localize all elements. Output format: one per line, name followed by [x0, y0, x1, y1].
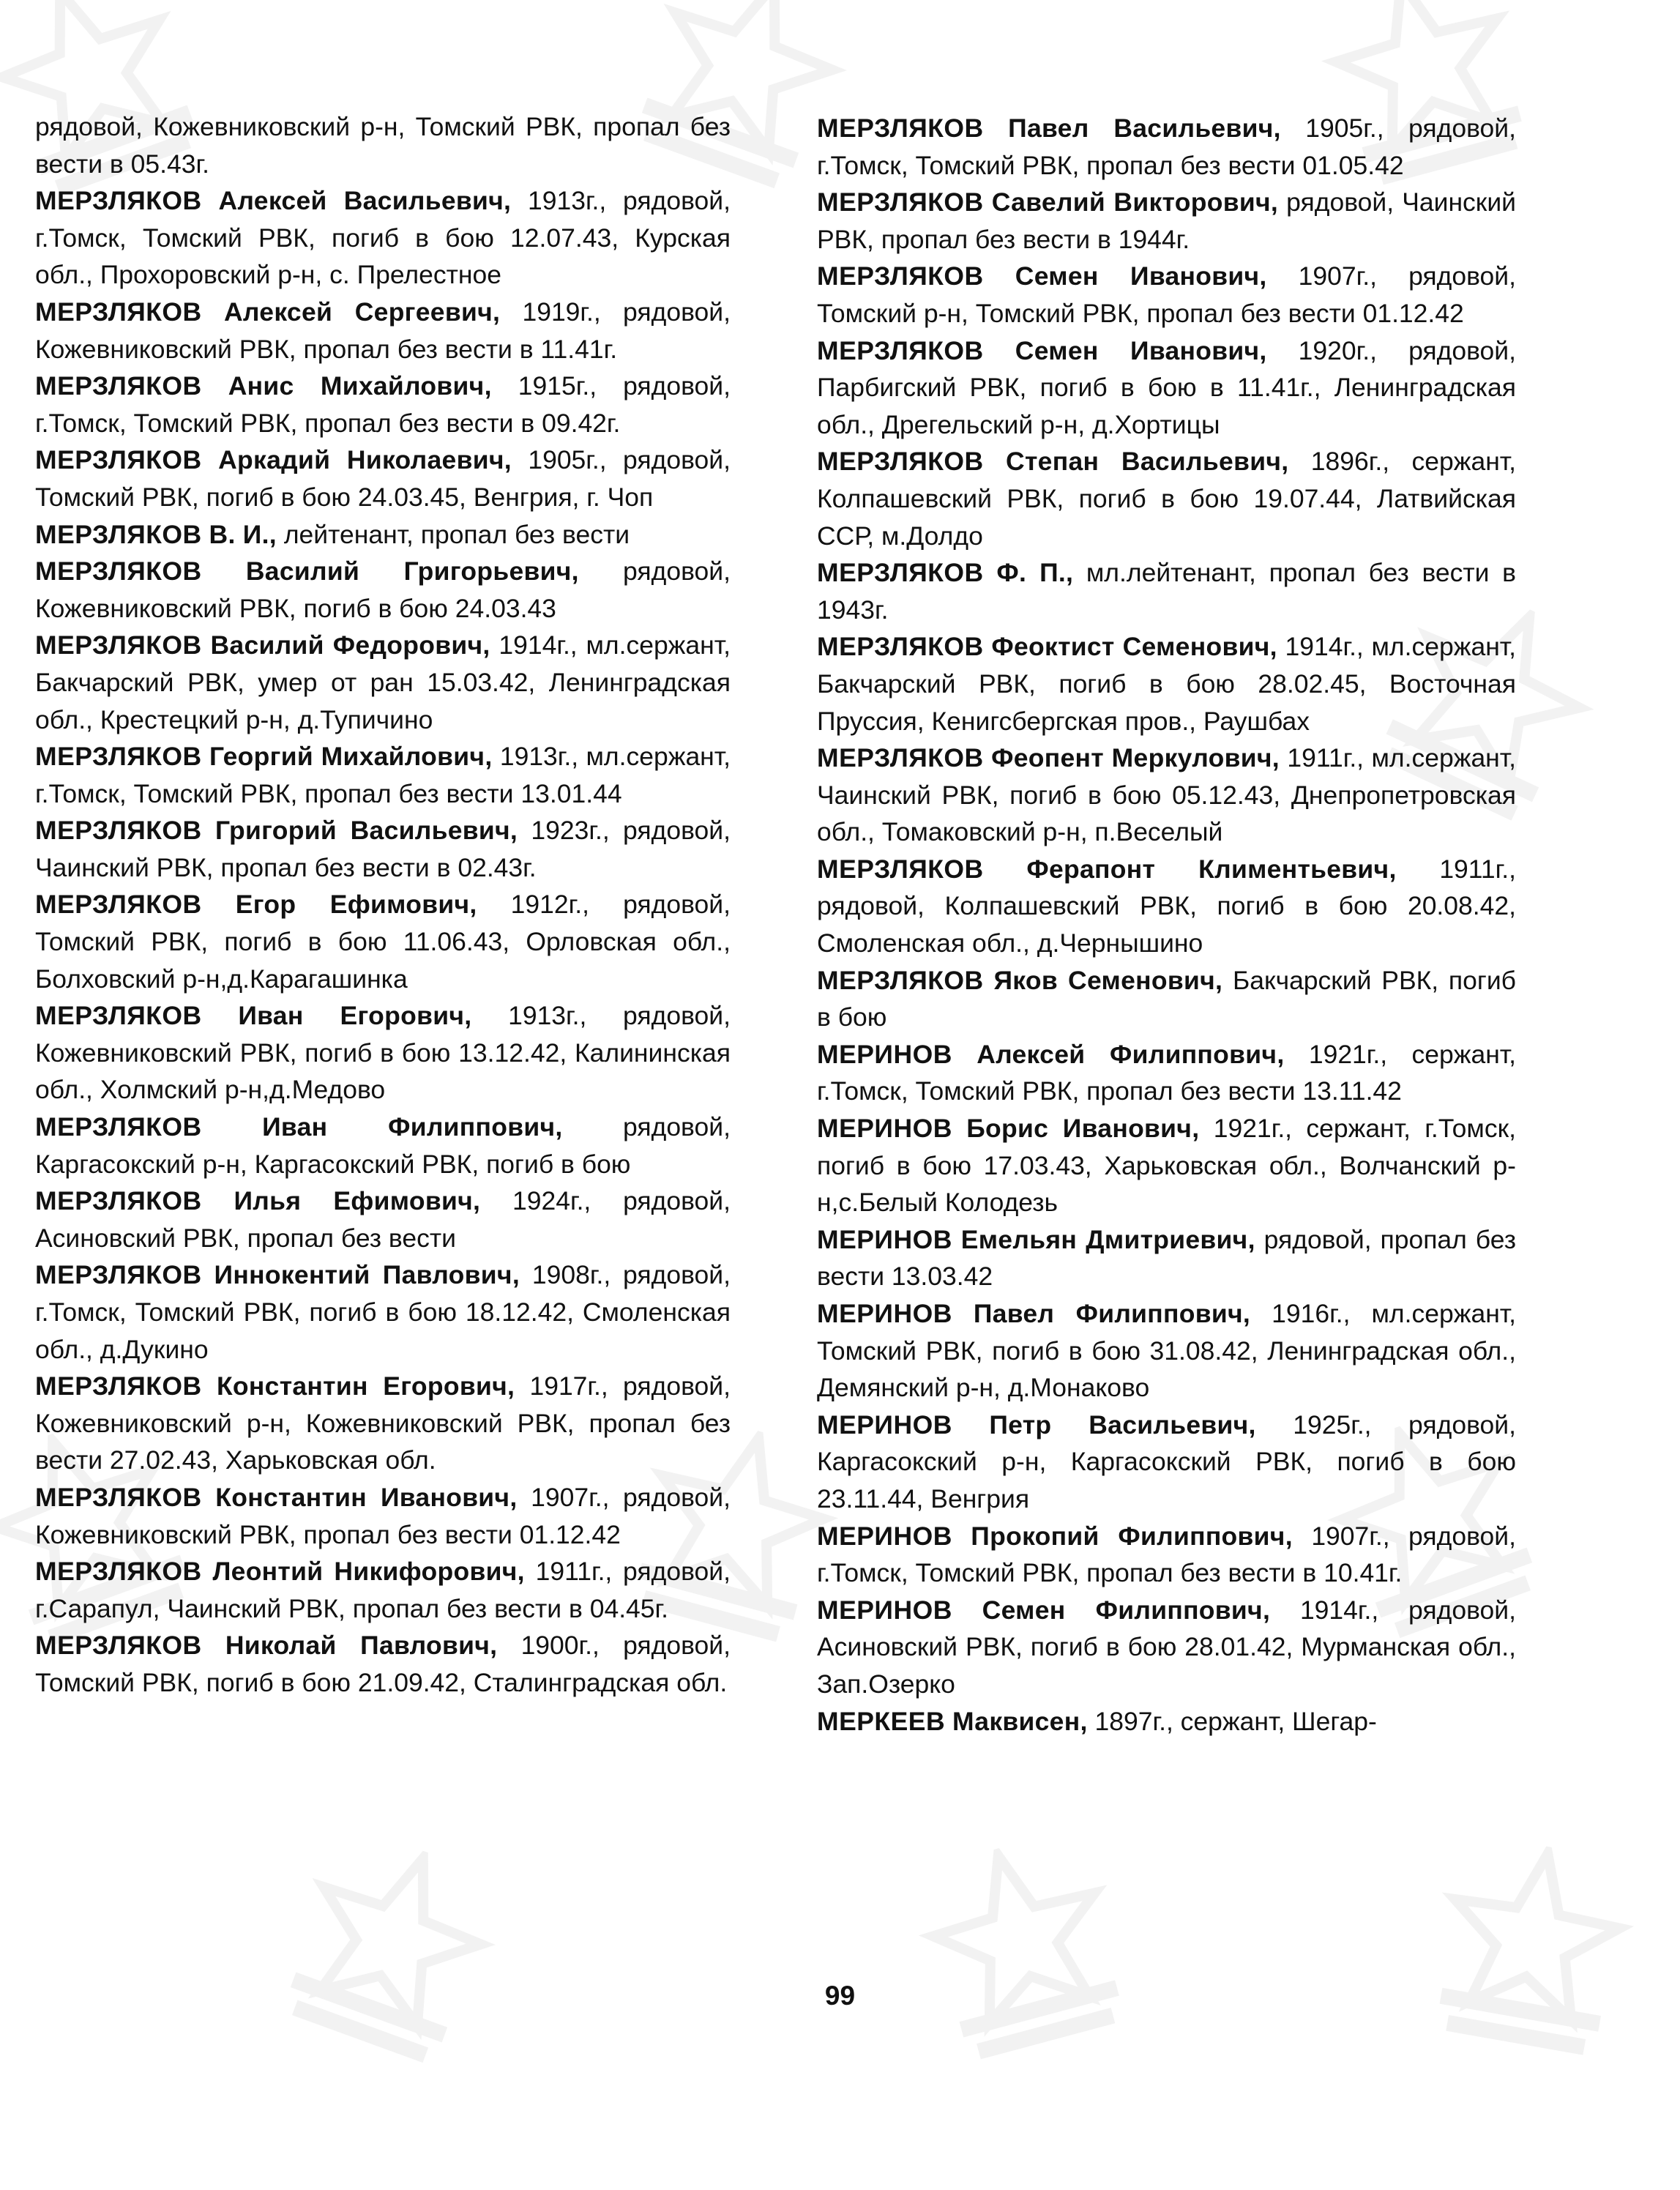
- entry-details: Бакчарский РВК, погиб в бою: [817, 965, 1517, 1032]
- entry-details: 1914г., рядовой, Асиновский РВК, погиб в бою 28.01.42, Мурманская обл., Зап.Озерко: [817, 1595, 1516, 1699]
- entry-given-name: Прокопий Филиппович,: [971, 1521, 1293, 1551]
- entry-given-name: Алексей Сергеевич,: [223, 297, 501, 327]
- entry-details: лейтенант, пропал без вести: [283, 519, 630, 549]
- entry-given-name: Григорий Васильевич,: [214, 816, 518, 846]
- left-column: [35, 108, 731, 1702]
- entry: [817, 554, 1516, 628]
- entry-given-name: Алексей Васильевич,: [218, 186, 512, 216]
- entry: [35, 553, 731, 627]
- watermark-star-icon: [1403, 1828, 1657, 2082]
- entry-given-name: Феопент Меркулович,: [991, 743, 1280, 773]
- entry-details: 1915г., рядовой, г.Томск, Томский РВК, пропал без вести в 09.42г.: [35, 371, 731, 438]
- entry-surname: МЕРЗЛЯКОВ: [35, 630, 202, 660]
- entry: [35, 812, 731, 886]
- entry-given-name: Георгий Михайлович,: [209, 742, 493, 772]
- entry-details: 1907г., рядовой, Кожевниковский РВК, пропал без вести 01.12.42: [35, 1482, 731, 1549]
- entry-given-name: Константин Егорович,: [216, 1371, 515, 1401]
- entry-given-name: Иван Филиппович,: [262, 1112, 563, 1142]
- entry-surname: МЕРИНОВ: [817, 1595, 952, 1625]
- entry-details: 1921г., сержант, г.Томск, Томский РВК, пропал без вести 13.11.42: [817, 1039, 1516, 1106]
- entry: [35, 886, 731, 997]
- entry-surname: МЕРЗЛЯКОВ: [817, 965, 984, 995]
- entry-given-name: Николай Павлович,: [225, 1631, 498, 1661]
- entry-given-name: Семен Иванович,: [1015, 335, 1267, 365]
- entry-details: 1916г., мл.сержант, Томский РВК, погиб в бою 31.08.42, Ленинградская обл., Демянский р-н, д.Монаково: [817, 1299, 1516, 1403]
- entry-given-name: Ферапонт Климентьевич,: [1026, 854, 1397, 884]
- entry: [817, 110, 1516, 184]
- entry-surname: МЕРИНОВ: [817, 1521, 952, 1551]
- entry: [35, 1182, 731, 1256]
- entry: [817, 332, 1516, 444]
- entry-surname: МЕРКЕЕВ: [817, 1706, 946, 1736]
- entry-given-name: Василий Федорович,: [210, 630, 490, 660]
- entry: [817, 962, 1516, 1036]
- entry-surname: МЕРЗЛЯКОВ: [35, 890, 202, 920]
- entry: [35, 738, 731, 812]
- entry-surname: МЕРЗЛЯКОВ: [35, 1631, 202, 1661]
- entry: [35, 1627, 731, 1701]
- entry-surname: МЕРЗЛЯКОВ: [817, 632, 984, 662]
- entry-given-name: Степан Васильевич,: [1006, 447, 1289, 477]
- entry: [35, 294, 731, 368]
- entry-surname: МЕРЗЛЯКОВ: [35, 297, 202, 327]
- entry-surname: МЕРЗЛЯКОВ: [35, 445, 202, 475]
- entry-details: рядовой, пропал без вести 13.03.42: [817, 1224, 1516, 1292]
- entry-details: 1912г., рядовой, Томский РВК, погиб в бою 11.06.43, Орловская обл., Болховский р-н,д.Карагашинка: [35, 890, 731, 994]
- entry: [817, 1036, 1516, 1110]
- entry-surname: МЕРЗЛЯКОВ: [817, 335, 984, 365]
- entry-given-name: В. И.,: [209, 519, 277, 549]
- entry-details: 1914г., мл.сержант, Бакчарский РВК, погиб в бою 28.02.45, Восточная Пруссия, Кенигсбергская пров., Раушбах: [817, 632, 1516, 736]
- entry-given-name: Павел Филиппович,: [973, 1299, 1251, 1328]
- right-column: [817, 110, 1516, 1740]
- entry-surname: МЕРЗЛЯКОВ: [817, 558, 984, 588]
- entry-details: 1925г., рядовой, Каргасокский р-н, Каргасокский РВК, погиб в бою 23.11.44, Венгрия: [817, 1409, 1516, 1513]
- entry: [817, 1221, 1516, 1295]
- entry-surname: МЕРЗЛЯКОВ: [35, 371, 202, 401]
- entry: [35, 368, 731, 442]
- entry-surname: МЕРЗЛЯКОВ: [35, 1112, 202, 1142]
- entry-surname: МЕРЗЛЯКОВ: [35, 1001, 202, 1031]
- entry-surname: МЕРЗЛЯКОВ: [817, 743, 984, 773]
- entry-surname: МЕРИНОВ: [817, 1039, 952, 1069]
- entry: [817, 184, 1516, 258]
- entry-surname: МЕРЗЛЯКОВ: [35, 742, 202, 772]
- entry-details: 1911г., рядовой, г.Сарапул, Чаинский РВК, пропал без вести в 04.45г.: [35, 1557, 731, 1623]
- entry-surname: МЕРЗЛЯКОВ: [35, 1260, 202, 1290]
- entry-surname: МЕРЗЛЯКОВ: [817, 261, 984, 291]
- entry: [817, 1592, 1516, 1703]
- entry-details: 1924г., рядовой, Асиновский РВК, пропал без вести: [35, 1186, 731, 1253]
- entry-given-name: Василий Григорьевич,: [245, 556, 579, 586]
- entry: [35, 997, 731, 1109]
- entry-details: рядовой, Каргасокский р-н, Каргасокский РВК, погиб в бою: [35, 1112, 731, 1179]
- entry-surname: МЕРЗЛЯКОВ: [35, 816, 202, 846]
- entry-given-name: Савелий Викторович,: [991, 187, 1279, 217]
- entry: [817, 1110, 1516, 1221]
- entry: [35, 1479, 731, 1553]
- entry-details: 1917г., рядовой, Кожевниковский р-н, Кожевниковский РВК, пропал без вести 27.02.43, Харьковская обл.: [35, 1371, 731, 1475]
- entry: [35, 627, 731, 738]
- entry-surname: МЕРЗЛЯКОВ: [35, 186, 202, 216]
- entry-given-name: Иннокентий Павлович,: [214, 1260, 520, 1290]
- entry-surname: МЕРЗЛЯКОВ: [35, 1186, 202, 1216]
- entry-given-name: Емельян Дмитриевич,: [960, 1224, 1255, 1254]
- entry-given-name: Семен Иванович,: [1015, 261, 1267, 291]
- entry-given-name: Иван Егорович,: [238, 1001, 472, 1031]
- entry-details: 1907г., рядовой, г.Томск, Томский РВК, пропал без вести в 10.41г.: [817, 1521, 1516, 1588]
- entry-given-name: Феоктист Семенович,: [991, 632, 1277, 662]
- entry: [35, 516, 731, 554]
- entry-details: 1905г., рядовой, Томский РВК, погиб в бою 24.03.45, Венгрия, г. Чоп: [35, 445, 731, 512]
- entry-details: 1923г., рядовой, Чаинский РВК, пропал без вести в 02.43г.: [35, 816, 731, 882]
- entry-surname: МЕРЗЛЯКОВ: [35, 556, 202, 586]
- entry-given-name: Павел Васильевич,: [1008, 113, 1281, 143]
- entry-details: 1913г., рядовой, Кожевниковский РВК, погиб в бою 13.12.42, Калининская обл., Холмский р-н,д.Медово: [35, 1001, 731, 1105]
- entry-details: 1911г., рядовой, Колпашевский РВК, погиб в бою 20.08.42, Смоленская обл., д.Чернышино: [817, 854, 1516, 958]
- entry-surname: МЕРЗЛЯКОВ: [817, 187, 984, 217]
- entry-given-name: Леонтий Никифорович,: [212, 1557, 525, 1587]
- entry-details: 1921г., сержант, г.Томск, погиб в бою 17.03.43, Харьковская обл., Волчанский р-н,с.Белый Колодезь: [817, 1114, 1516, 1218]
- entry: [817, 1703, 1516, 1740]
- entry-details: 1897г., сержант, Шегар-: [1094, 1706, 1377, 1736]
- page-number: 99: [824, 1981, 856, 2011]
- entry-given-name: Анис Михайлович,: [228, 371, 492, 401]
- entry-given-name: Аркадий Николаевич,: [218, 445, 512, 475]
- entry: [817, 1407, 1516, 1518]
- entry-surname: МЕРЗЛЯКОВ: [35, 1371, 202, 1401]
- entry-given-name: Алексей Филиппович,: [977, 1039, 1285, 1069]
- entry-given-name: Маквисен,: [952, 1706, 1088, 1736]
- entry-given-name: Борис Иванович,: [966, 1114, 1200, 1144]
- watermark-star-icon: [890, 1820, 1159, 2089]
- entry: [817, 258, 1516, 332]
- entry-surname: МЕРЗЛЯКОВ: [35, 1482, 202, 1512]
- entry: [35, 1256, 731, 1368]
- entry-surname: МЕРИНОВ: [817, 1114, 952, 1144]
- entry: [817, 740, 1516, 851]
- entry: [35, 1109, 731, 1182]
- entry: [35, 182, 731, 294]
- entry: [817, 1295, 1516, 1407]
- entry-details: 1900г., рядовой, Томский РВК, погиб в бою 21.09.42, Сталинградская обл.: [35, 1631, 731, 1697]
- entry-given-name: Егор Ефимович,: [235, 890, 477, 920]
- entry-given-name: Петр Васильевич,: [989, 1409, 1256, 1439]
- entry-details: рядовой, Чаинский РВК, пропал без вести в 1944г.: [817, 187, 1516, 254]
- entry: [35, 1368, 731, 1479]
- watermark-star-icon: [247, 1814, 529, 2096]
- entry-details: 1911г., мл.сержант, Чаинский РВК, погиб в бою 05.12.43, Днепропетровская обл., Томаковский р-н, п.Веселый: [817, 743, 1516, 847]
- entry-surname: МЕРИНОВ: [817, 1299, 952, 1328]
- entry-details: 1896г., сержант, Колпашевский РВК, погиб в бою 19.07.44, Латвийская ССР, м.Долдо: [817, 447, 1516, 551]
- entry-surname: МЕРИНОВ: [817, 1409, 952, 1439]
- entry-given-name: Яков Семенович,: [993, 965, 1223, 995]
- entry-details: рядовой, Кожевниковский р-н, Томский РВК, пропал без вести в 05.43г.: [35, 112, 731, 179]
- entry-given-name: Илья Ефимович,: [234, 1186, 481, 1216]
- entry-surname: МЕРЗЛЯКОВ: [817, 854, 984, 884]
- entry: [35, 1553, 731, 1627]
- entry-details: 1913г., мл.сержант, г.Томск, Томский РВК, пропал без вести 13.01.44: [35, 742, 731, 808]
- entry-surname: МЕРЗЛЯКОВ: [817, 113, 984, 143]
- entry-details: 1907г., рядовой, Томский р-н, Томский РВК, пропал без вести 01.12.42: [817, 261, 1516, 328]
- entry-surname: МЕРЗЛЯКОВ: [817, 447, 984, 477]
- entry: [35, 108, 731, 182]
- entry-surname: МЕРЗЛЯКОВ: [35, 519, 202, 549]
- entry-given-name: Константин Иванович,: [215, 1482, 518, 1512]
- entry-details: 1913г., рядовой, г.Томск, Томский РВК, погиб в бою 12.07.43, Курская обл., Прохоровский р-н, с. Прелестное: [35, 186, 731, 290]
- entry-details: 1905г., рядовой, г.Томск, Томский РВК, пропал без вести 01.05.42: [817, 113, 1516, 180]
- entry: [35, 442, 731, 515]
- entry: [817, 1518, 1516, 1592]
- entry-details: 1908г., рядовой, г.Томск, Томский РВК, погиб в бою 18.12.42, Смоленская обл., д.Дукино: [35, 1260, 731, 1364]
- entry-details: 1914г., мл.сержант, Бакчарский РВК, умер от ран 15.03.42, Ленинградская обл., Крестецкий р-н, д.Тупичино: [35, 630, 731, 734]
- entry-surname: МЕРИНОВ: [817, 1224, 952, 1254]
- entry-surname: МЕРЗЛЯКОВ: [35, 1557, 202, 1587]
- entry-details: мл.лейтенант, пропал без вести в 1943г.: [817, 558, 1517, 625]
- entry-given-name: Семен Филиппович,: [982, 1595, 1271, 1625]
- entry: [817, 628, 1516, 740]
- entry: [817, 851, 1516, 962]
- entry: [817, 443, 1516, 554]
- entry-given-name: Ф. П.,: [996, 558, 1074, 588]
- entry-details: 1920г., рядовой, Парбигский РВК, погиб в бою в 11.41г., Ленинградская обл., Дрегельский р-н, д.Хортицы: [817, 335, 1516, 439]
- entry-details: рядовой, Кожевниковский РВК, погиб в бою 24.03.43: [35, 556, 731, 623]
- entry-details: 1919г., рядовой, Кожевниковский РВК, пропал без вести в 11.41г.: [35, 297, 731, 364]
